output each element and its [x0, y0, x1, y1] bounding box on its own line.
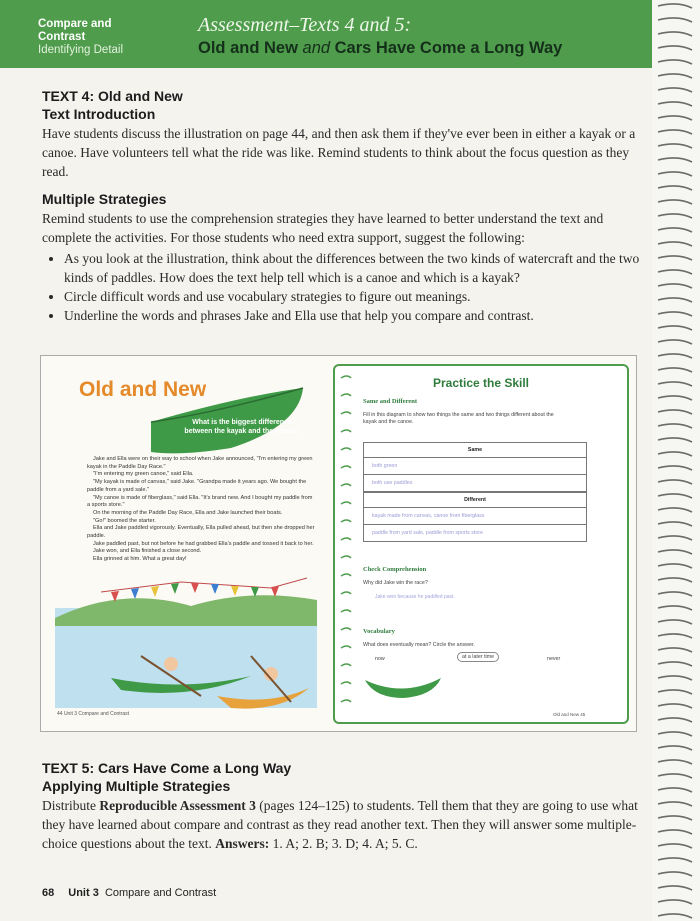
text5-heading: TEXT 5: Cars Have Come a Long Way: [42, 760, 292, 776]
story-paragraph: "I'm entering my green canoe," said Ella.: [93, 471, 194, 478]
strategy-bullets: [42, 249, 662, 325]
practice-the-skill-panel: [333, 364, 629, 724]
text5-body-pre: Distribute: [42, 798, 100, 813]
vocab-option: never: [547, 656, 561, 662]
story-paragraph: "My canoe is made of fiberglass," said Ella. "It's brand new. And I bought my paddle from a sports store.": [87, 494, 313, 509]
kayak-question: What is the biggest difference between the kayak and the canoe?: [184, 419, 300, 435]
header-titles: [198, 14, 562, 58]
check-answer: Jake won because he paddled past.: [375, 594, 455, 600]
story-paragraph: Ella grinned at him. What a great day!: [93, 556, 187, 563]
vocabulary-heading: Vocabulary: [363, 628, 395, 635]
topic-label: [38, 18, 123, 57]
panel-coil-binding: [339, 366, 353, 722]
applying-strategies-heading: Applying Multiple Strategies: [42, 778, 231, 794]
answers-list: 1. A; 2. B; 3. D; 4. A; 5. C.: [269, 836, 418, 851]
title-and: and: [302, 39, 331, 57]
assessment-title: Assessment–Texts 4 and 5:: [198, 14, 412, 36]
text5-body: [42, 796, 640, 853]
bullet-item: • Circle difficult words and use vocabulary strategies to figure out meanings.: [64, 287, 662, 306]
story-paragraph: Ella and Jake paddled vigorously. Eventually, Ella pulled ahead, but then she dropped her paddle.: [87, 525, 315, 540]
story-paragraph: "My kayak is made of canvas," said Jake. "Grandpa made it years ago. We bought the paddle from a yard sale.": [87, 479, 307, 493]
multiple-strategies-body: Remind students to use the comprehension strategies they have learned to better understand the text and complete the activities. For those students who need extra support, suggest the following:: [42, 211, 604, 245]
title-part1: Old and New: [198, 39, 303, 57]
spread-left-title: Old and New: [79, 378, 207, 401]
different-label: Different: [364, 492, 586, 508]
page-number: 68: [42, 887, 55, 899]
multiple-strategies-heading: Multiple Strategies: [42, 191, 167, 207]
text5-body-mid: (pages 124–125) to students. Tell them that they are going to use what they have learned about compare and contrast as they read another text. Then they will answer some multiple-choice questions about the text.: [42, 798, 638, 851]
different-row: paddle from yard sale, paddle from sports store: [372, 530, 483, 536]
right-page-footer: Old and New 45: [553, 712, 586, 717]
spiral-binding: [652, 0, 700, 921]
same-different-heading: Same and Different: [363, 398, 418, 405]
text-introduction-heading: Text Introduction: [42, 106, 156, 122]
answers-label: Answers:: [215, 836, 270, 851]
vocab-option: now: [375, 656, 385, 662]
title-part2: Cars Have Come a Long Way: [330, 39, 563, 57]
topic-line2: Contrast: [38, 31, 86, 43]
footer-unit: Unit 3: [68, 887, 99, 899]
story-paragraph: Jake and Ella were on their way to school when Jake announced, "I'm entering my green kayak in the Paddle Day Race.": [87, 456, 313, 470]
story-paragraph: On the morning of the Paddle Day Race, Ella and Jake launched their boats.: [93, 509, 283, 516]
text-introduction-body: Have students discuss the illustration on page 44, and then ask them if they've ever been in either a kayak or a canoe. Have volunteers tell what the ride was like. Remind students to think about the focus question as they read.: [42, 126, 636, 179]
different-row: kayak made from canvas, canoe from fiberglass: [364, 508, 586, 525]
topic-sub: Identifying Detail: [38, 44, 124, 56]
same-label: Same: [364, 443, 586, 458]
reproducible-assessment-ref: Reproducible Assessment 3: [99, 798, 256, 813]
student-book-spread: [40, 355, 637, 732]
page-footer: [42, 887, 216, 899]
same-row: both green: [364, 458, 586, 475]
same-different-table: [363, 442, 587, 542]
header-band: [0, 0, 652, 68]
left-page-footer: 44 Unit 3 Compare and Contrast: [57, 711, 129, 717]
vocab-question: What does eventually mean? Circle the answer.: [363, 642, 475, 648]
check-comprehension-heading: Check Comprehension: [363, 566, 427, 573]
check-question: Why did Jake win the race?: [363, 580, 428, 586]
topic-line1: Compare and: [38, 18, 112, 30]
story-paragraph: Jake won, and Ella finished a close second.: [93, 548, 202, 555]
footer-unit-title: Compare and Contrast: [104, 887, 217, 899]
story-paragraph: "Go!" boomed the starter.: [93, 517, 156, 524]
vocab-option-circled-wrap: [457, 654, 499, 660]
same-different-instructions: Fill in this diagram to show two things the same and two things different about the kayak and the canoe.: [363, 412, 554, 425]
same-row: both use paddles: [364, 475, 586, 492]
story-paragraph: Jake paddled past, but not before he had grabbed Ella's paddle and tossed it back to her.: [93, 540, 314, 547]
text4-heading: TEXT 4: Old and New: [42, 88, 183, 104]
bullet-item: • As you look at the illustration, think about the differences between the two kinds of watercraft and the two kinds of paddles. How does the text help tell which is a canoe and which is a kayak?: [64, 249, 662, 287]
canoe-art: [363, 674, 443, 700]
story-text: [87, 456, 317, 564]
texts-title: [198, 38, 562, 58]
practice-title: Practice the Skill: [432, 376, 530, 390]
vocab-option-circled: at a later time: [457, 652, 499, 662]
bullet-item: • Underline the words and phrases Jake and Ella use that help you compare and contrast.: [64, 306, 662, 325]
